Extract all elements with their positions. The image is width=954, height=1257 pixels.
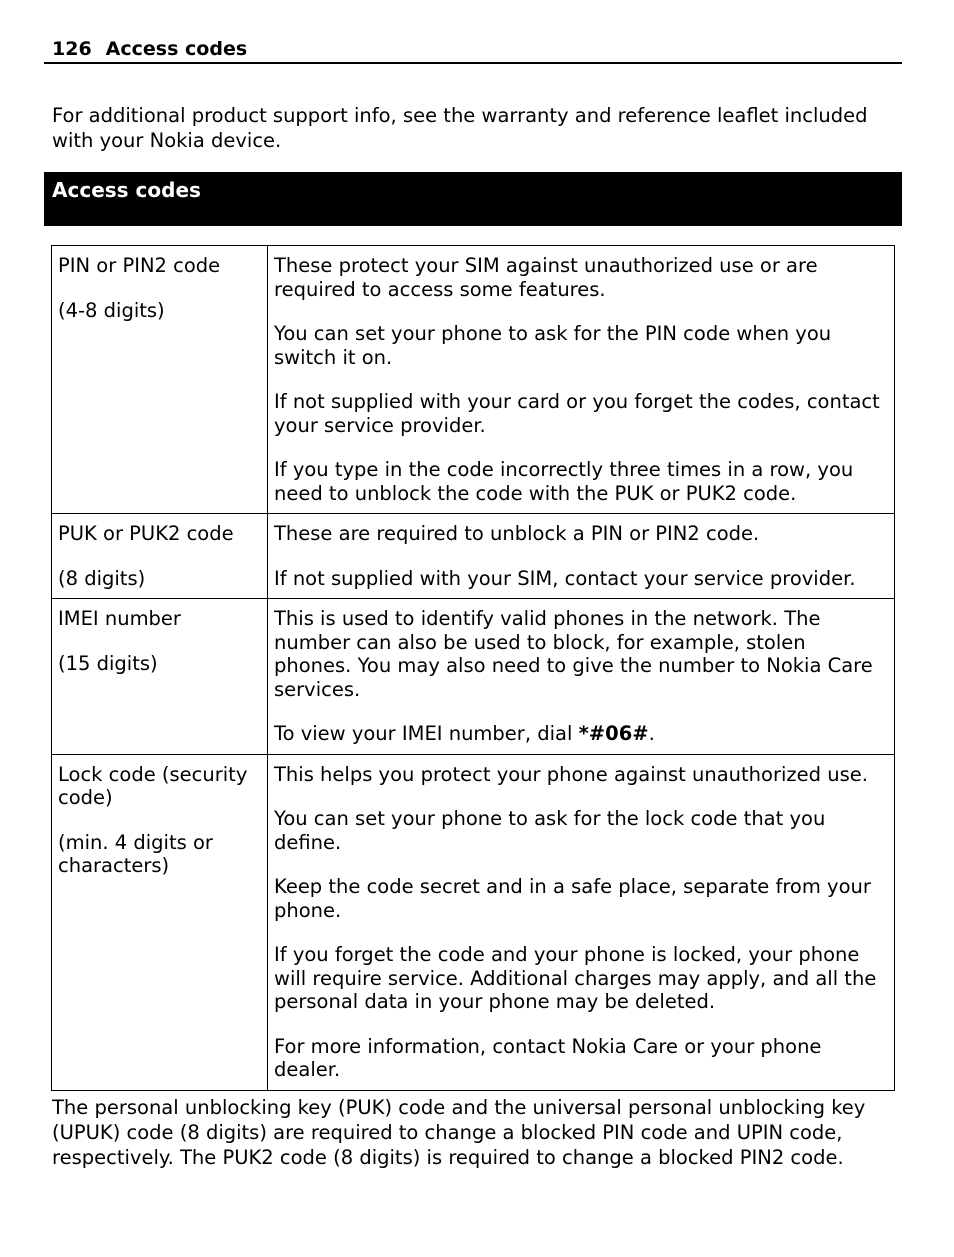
description-paragraph: If not supplied with your card or you forget the codes, contact your service provider. <box>274 390 880 437</box>
code-length: (8 digits) <box>58 566 146 590</box>
imei-dial-prefix: To view your IMEI number, dial <box>274 722 579 745</box>
description-paragraph: These are required to unblock a PIN or PIN2 code. <box>274 522 760 545</box>
description-paragraph: This helps you protect your phone against unauthorized use. <box>274 762 868 786</box>
description-paragraph: For more information, contact Nokia Care or your phone dealer. <box>274 1034 822 1081</box>
code-name-cell <box>52 246 268 514</box>
description-paragraph: These protect your SIM against unauthorized use or are required to access some features. <box>274 254 818 301</box>
code-description-cell <box>268 246 895 514</box>
description-paragraph: You can set your phone to ask for the PIN code when you switch it on. <box>274 322 832 369</box>
description-paragraph: If you forget the code and your phone is locked, your phone will require service. Additional charges may apply, and all the personal data in your phone may be deleted. <box>274 943 877 1013</box>
imei-dial-code: *#06# <box>578 722 649 745</box>
code-name-cell <box>52 599 268 755</box>
intro-paragraph: For additional product support info, see the warranty and reference leaflet included with your Nokia device. <box>52 104 868 152</box>
description-paragraph: If not supplied with your SIM, contact your service provider. <box>274 566 856 590</box>
table-row <box>52 599 895 755</box>
code-length: (4-8 digits) <box>58 298 165 322</box>
table-row <box>52 514 895 599</box>
code-name-cell <box>52 754 268 1090</box>
imei-dial-suffix: . <box>648 722 655 745</box>
code-description-cell <box>268 599 895 755</box>
code-name: PIN or PIN2 code <box>58 254 221 277</box>
table-row <box>52 246 895 514</box>
code-name-cell <box>52 514 268 599</box>
code-name: IMEI number <box>58 607 181 630</box>
description-paragraph: This is used to identify valid phones in the network. The number can also be used to block, for example, stolen phones. You may also need to give the number to Nokia Care services. <box>274 607 873 701</box>
code-name: PUK or PUK2 code <box>58 522 234 545</box>
description-paragraph: Keep the code secret and in a safe place, separate from your phone. <box>274 875 871 922</box>
table-row <box>52 754 895 1090</box>
code-description-cell <box>268 514 895 599</box>
access-codes-table <box>51 245 895 1091</box>
section-heading <box>44 172 902 226</box>
page-number: 126 <box>52 38 92 60</box>
description-paragraph: If you type in the code incorrectly three times in a row, you need to unblock the code with the PUK or PUK2 code. <box>274 458 854 505</box>
imei-dial-instruction <box>274 722 888 746</box>
outro-paragraph: The personal unblocking key (PUK) code and the universal personal unblocking key (UPUK) code (8 digits) are required to change a blocked PIN code and UPIN code, respectively. The PUK2 code (8 digits) is required to change a blocked PIN2 code. <box>52 1096 866 1169</box>
section-heading-text: Access codes <box>52 178 201 202</box>
running-section-title: Access codes <box>105 38 248 60</box>
code-length: (min. 4 digits or characters) <box>58 830 213 877</box>
code-description-cell <box>268 754 895 1090</box>
page-header <box>44 36 902 64</box>
code-name: Lock code (security code) <box>58 762 248 809</box>
description-paragraph: You can set your phone to ask for the lock code that you define. <box>274 807 826 854</box>
code-length: (15 digits) <box>58 651 158 675</box>
